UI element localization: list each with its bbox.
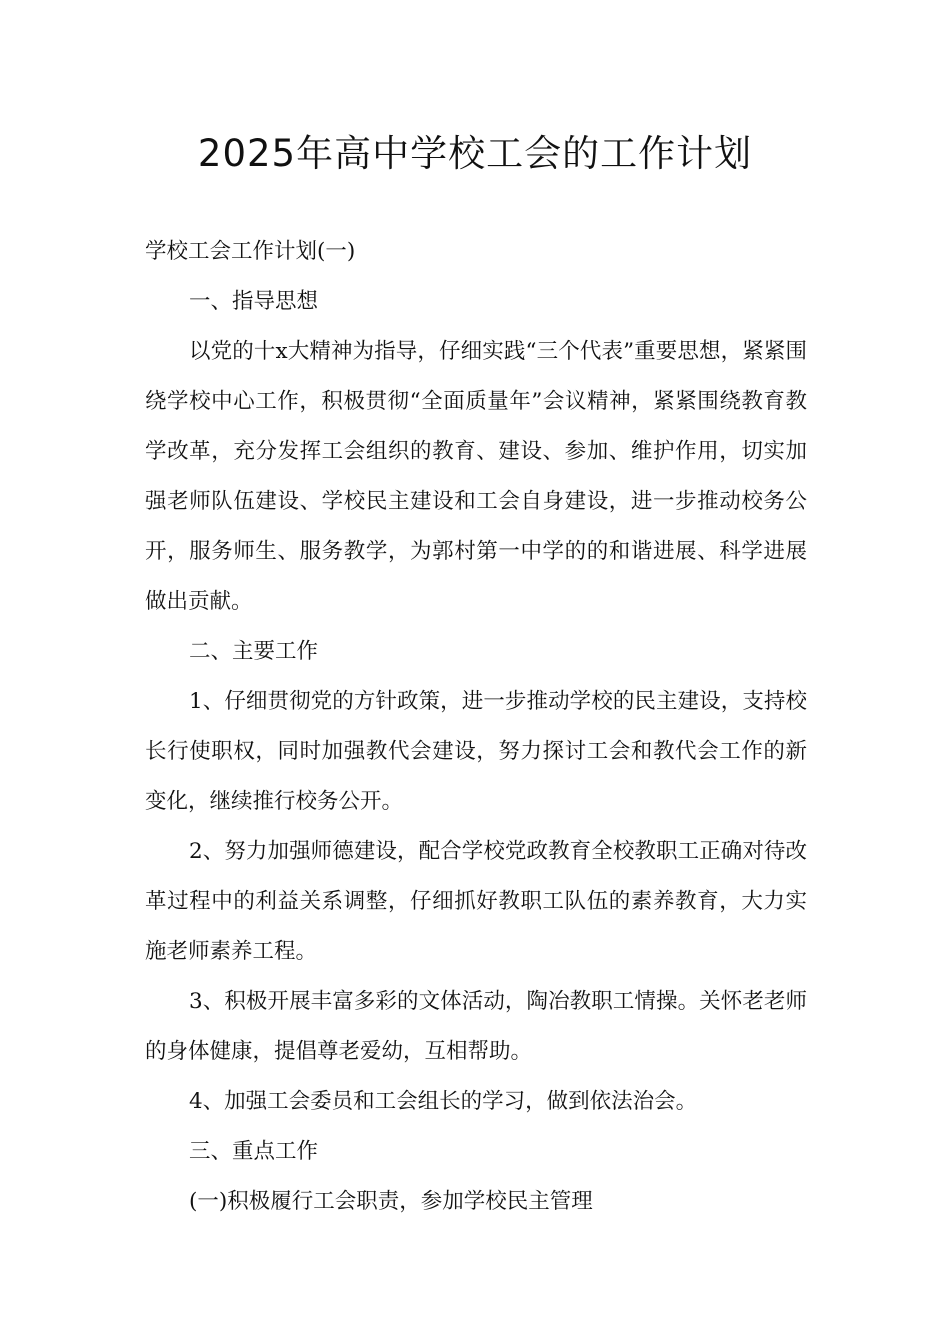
heading-key-work-item-1: (一)积极履行工会职责，参加学校民主管理 [189, 1189, 593, 1214]
paragraph-main-work-4: 4、加强工会委员和工会组长的学习，做到依法治会。 [189, 1089, 698, 1114]
document-title: 2025年高中学校工会的工作计划 [197, 132, 753, 175]
document-body [145, 227, 807, 1227]
heading-main-work: 二、主要工作 [189, 639, 319, 664]
section-subtitle: 学校工会工作计划(一) [145, 239, 356, 264]
heading-key-work: 三、重点工作 [189, 1139, 319, 1164]
paragraph-main-work-1: 1、仔细贯彻党的方针政策，进一步推动学校的民主建设，支持校长行使职权，同时加强教代会建设，努力探讨工会和教代会工作的新变化，继续推行校务公开。 [145, 689, 807, 814]
heading-guiding-ideology: 一、指导思想 [189, 289, 319, 314]
paragraph-main-work-2: 2、努力加强师德建设，配合学校党政教育全校教职工正确对待改革过程中的利益关系调整，仔细抓好教职工队伍的素养教育，大力实施老师素养工程。 [145, 839, 807, 964]
paragraph-main-work-3: 3、积极开展丰富多彩的文体活动，陶冶教职工情操。关怀老老师的身体健康，提倡尊老爱幼，互相帮助。 [145, 989, 807, 1064]
paragraph-guiding-ideology: 以党的十x大精神为指导，仔细实践“三个代表”重要思想，紧紧围绕学校中心工作，积极贯彻“全面质量年”会议精神，紧紧围绕教育教学改革，充分发挥工会组织的教育、建设、参加、维护作用，切实加强老师队伍建设、学校民主建设和工会自身建设，进一步推动校务公开，服务师生、服务教学，为郭村第一中学的的和谐进展、科学进展做出贡献。 [145, 339, 807, 614]
